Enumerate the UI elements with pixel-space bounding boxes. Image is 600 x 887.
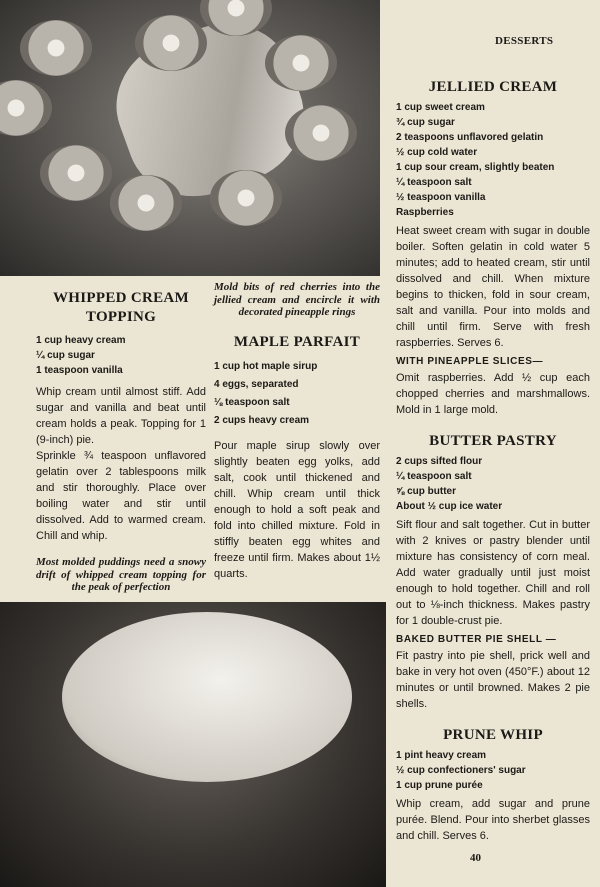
ingredient: ¾ cup sugar [396, 117, 455, 128]
ingredient: 1 cup heavy cream [36, 335, 126, 346]
recipe-maple-parfait [214, 333, 380, 582]
recipe-jellied-cream [396, 78, 590, 418]
ingredient: Raspberries [396, 207, 454, 218]
ingredient: 1 cup sour cream, slightly beaten [396, 162, 555, 173]
ingredient: ½ cup cold water [396, 147, 478, 158]
directions: Sift flour and salt together. Cut in butter with 2 knives or pastry blender until mixture has consistency of corn meal. Add water gradually until just moist enough to hold together. Chill and roll out to ⅛-inch thickness. Makes pastry for 1 double-crust pie. [396, 519, 590, 627]
molded-pudding-photo [0, 602, 386, 887]
recipe-prune-whip [396, 726, 590, 844]
ingredient: 1 pint heavy cream [396, 750, 487, 761]
ingredient: 4 eggs, separated [214, 378, 299, 390]
ingredient: ¼ teaspoon salt [396, 471, 472, 482]
ingredient: ¼ cup sugar [36, 350, 95, 361]
directions: Whip cream, add sugar and prune purée. Blend. Pour into sherbet glasses and chill. Serves 6. [396, 798, 590, 842]
ingredient: 1 cup prune purée [396, 780, 483, 791]
page-number: 40 [470, 852, 481, 864]
recipe-title: MAPLE PARFAIT [233, 333, 361, 350]
recipe-title: WHIPPED CREAM TOPPING [53, 290, 189, 325]
ingredient: 2 cups heavy cream [214, 414, 310, 426]
ingredient: ¼ teaspoon salt [396, 177, 472, 188]
directions: Heat sweet cream with sugar in double boiler. Soften gelatin in cold water 5 minutes; add to heated cream, stir until dissolved and chill. When mixture begins to thicken, fold in sour cream, salt and vanilla. Pour into molds and chill until firm. Serve with fresh raspberries. Serves 6. [396, 225, 590, 349]
photo-caption: Mold bits of red cherries into the jellied cream and encircle it with decorated pineapple rings [214, 281, 380, 318]
recipe-title: BUTTER PASTRY [429, 433, 557, 449]
recipe-title: JELLIED CREAM [428, 79, 558, 95]
recipe-whipped-cream-topping [36, 289, 206, 544]
ingredient-list [396, 100, 590, 220]
section-header: DESSERTS [495, 35, 554, 47]
ingredient-list [396, 748, 590, 793]
right-column [396, 78, 590, 864]
variation-text: Omit raspberries. Add ½ cup each chopped cherries and marshmallows. Mold in 1 large mold. [396, 372, 590, 416]
jellied-cream-photo [0, 0, 380, 276]
variation-text: Fit pastry into pie shell, prick well and bake in very hot oven (450°F.) about 12 minutes or until browned. Makes 2 pie shells. [396, 650, 590, 710]
ingredient-list [214, 358, 380, 430]
variation-title: WITH PINEAPPLE SLICES— [396, 356, 544, 367]
ingredient: 1 cup hot maple sirup [214, 360, 318, 372]
ingredient: About ½ cup ice water [396, 501, 503, 512]
directions: Whip cream until almost stiff. Add sugar and vanilla and beat until cream holds a peak. Topping for 1 (9-inch) pie. [36, 386, 206, 446]
recipe-title: PRUNE WHIP [443, 727, 543, 743]
ingredient: ⅛ teaspoon salt [214, 396, 290, 408]
ingredient: ½ teaspoon vanilla [396, 192, 486, 203]
ingredient: 1 cup sweet cream [396, 102, 485, 113]
ingredient: 2 teaspoons unflavored gelatin [396, 132, 544, 143]
recipe-butter-pastry [396, 432, 590, 712]
middle-column [214, 281, 380, 582]
left-column [36, 289, 206, 594]
ingredient: 1 teaspoon vanilla [36, 365, 123, 376]
directions: Sprinkle ¾ teaspoon unflavored gelatin over 2 tablespoons milk and stir thoroughly. Place over boiling water and stir until dissolved. Add to warmed cream. Chill and whip. [36, 450, 206, 542]
ingredient-list [36, 333, 206, 378]
ingredient: 2 cups sifted flour [396, 456, 483, 467]
ingredient-list [396, 454, 590, 514]
ingredient: ½ cup confectioners' sugar [396, 765, 526, 776]
ingredient: ⅝ cup butter [396, 486, 457, 497]
photo-caption: Most molded puddings need a snowy drift of whipped cream topping for the peak of perfection [36, 556, 206, 593]
variation-title: BAKED BUTTER PIE SHELL — [396, 634, 557, 645]
directions: Pour maple sirup slowly over slightly beaten egg yolks, add salt, cook until thickened and chill. Whip cream until thick enough to hold a soft peak and fold into chilled mixture. Fold in stiffly beaten egg whites and freeze until firm. Makes about 1½ quarts. [214, 439, 380, 580]
